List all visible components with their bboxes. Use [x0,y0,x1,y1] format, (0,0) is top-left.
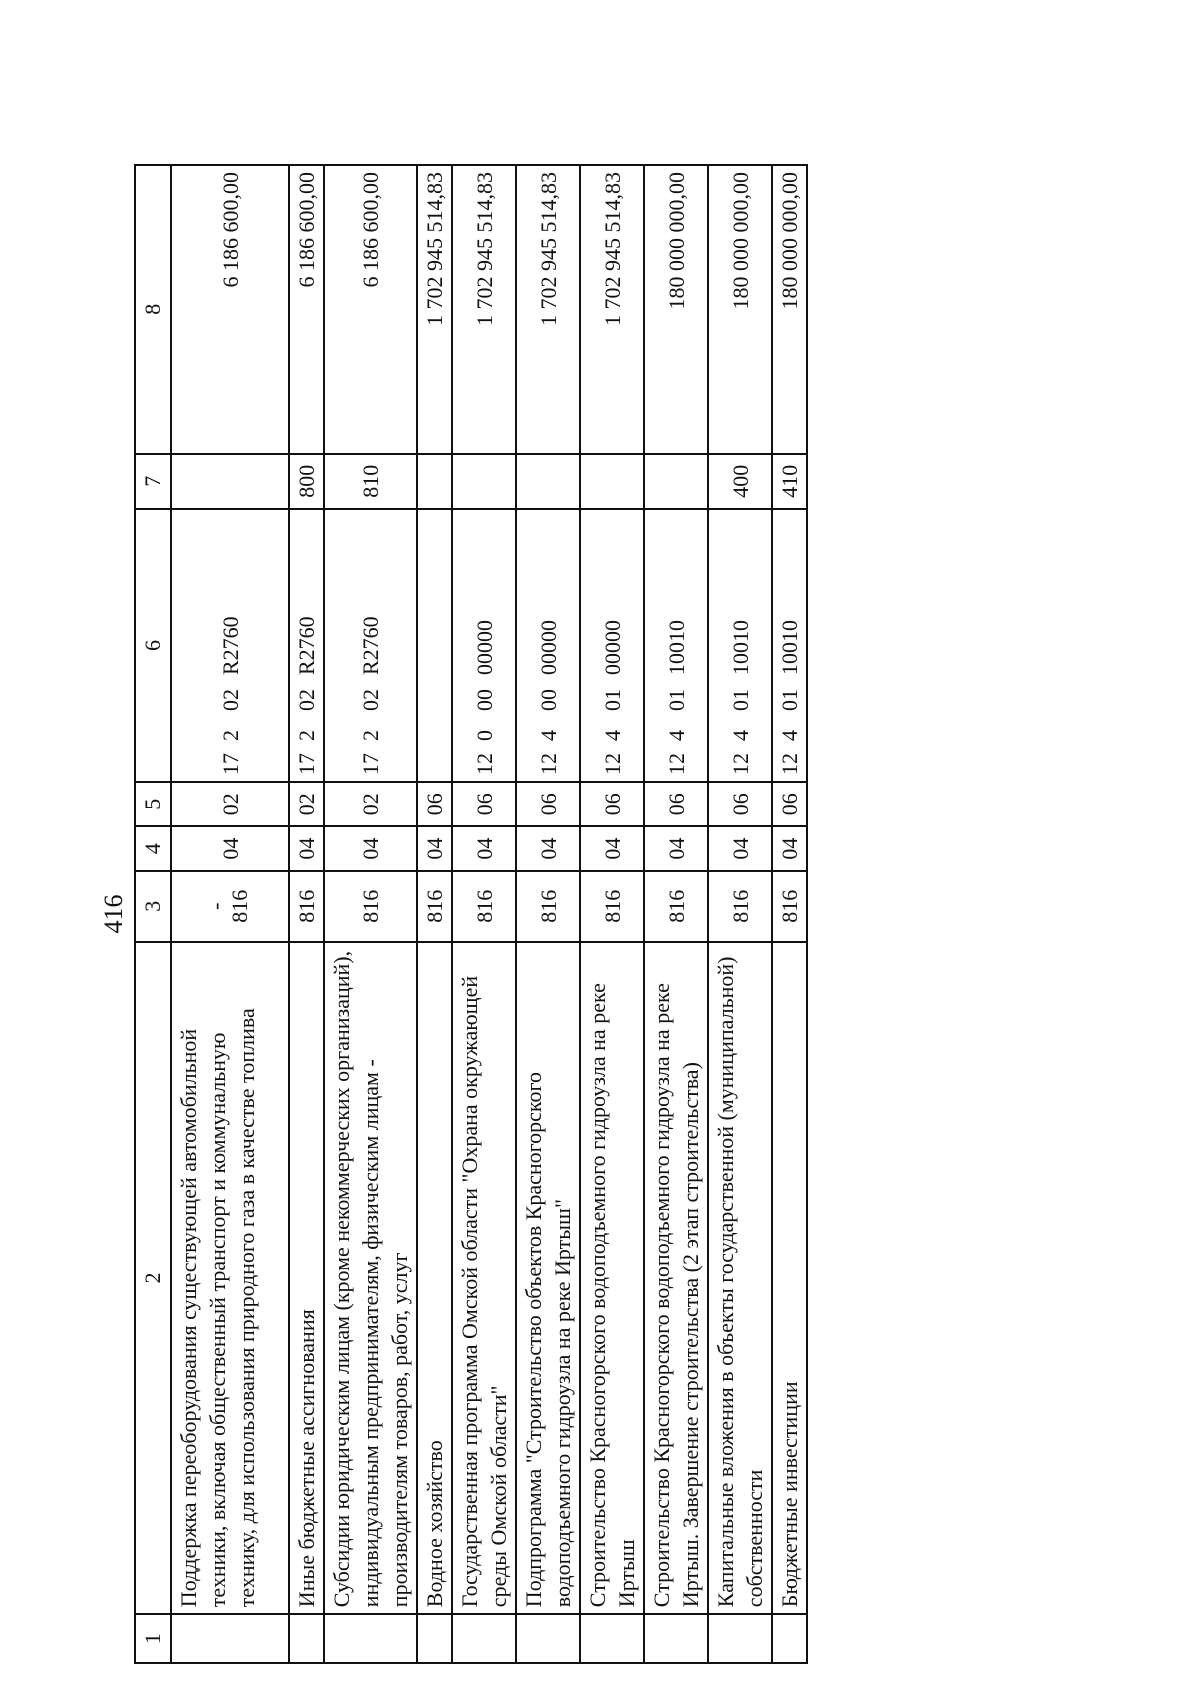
amount-cell: 6 186 600,00 [324,165,417,454]
direction-code: R2760 [217,616,243,675]
program-code: 12 [535,753,561,775]
subsection-code-cell: 02 [324,782,417,826]
row-name-cell: Капитальные вложения в объекты государственной (муниципальной) собственности [708,942,772,1614]
target-article-cell [708,509,772,782]
activity-code: 02 [294,689,319,711]
direction-code: 00000 [471,620,497,675]
ministry-code: 816 [422,889,447,923]
expense-kind-cell [171,454,289,509]
expense-kind-cell [644,454,708,509]
amount-cell: 1 702 945 514,83 [417,165,452,454]
row-name-cell: Подпрограмма "Строительство объектов Красногорского водоподъемного гидроузла на реке Иртыш" [516,942,580,1614]
target-article-cell [516,509,580,782]
ministry-code: 816 [599,889,625,923]
direction-code: 10010 [663,620,689,675]
direction-code: 00000 [535,620,561,675]
amount-cell: 1 702 945 514,83 [452,165,516,454]
amount-cell: 6 186 600,00 [289,165,324,454]
program-code: 12 [471,753,497,775]
ministry-code-cell [452,871,516,942]
program-code: 12 [777,753,802,775]
subprogram-code: 4 [599,730,625,741]
section-code-cell: 04 [516,826,580,870]
expense-kind-cell [580,454,644,509]
ministry-code: 816 [226,889,252,923]
section-code-cell: 04 [708,826,772,870]
target-article-cell [171,509,289,782]
table-row [772,165,807,1663]
subprogram-code: 2 [217,730,243,741]
row-number-cell [171,1614,289,1663]
direction-code: 10010 [777,620,802,675]
row-number-cell [289,1614,324,1663]
program-code: 12 [599,753,625,775]
target-article-cell [452,509,516,782]
table-row [289,165,324,1663]
activity-code: 00 [471,689,497,711]
row-name-cell: Поддержка переоборудования существующей автомобильной техники, включая общественный транспорт и коммунальную технику, для использования природного газа в качестве топлива [171,942,289,1614]
subsection-code-cell: 06 [516,782,580,826]
subprogram-code: 2 [358,730,383,741]
ministry-code-cell [171,871,289,942]
expense-kind-cell: 800 [289,454,324,509]
ministry-code-cell [644,871,708,942]
section-code-cell: 04 [417,826,452,870]
section-code-cell: 04 [171,826,289,870]
expense-kind-cell [417,454,452,509]
ministry-code-cell [289,871,324,942]
row-number-cell [516,1614,580,1663]
expense-kind-cell [452,454,516,509]
header-cell: 7 [135,454,171,509]
row-name-cell: Бюджетные инвестиции [772,942,807,1614]
row-number-cell [417,1614,452,1663]
table-body [171,165,807,1663]
ministry-code-cell [417,871,452,942]
header-cell: 4 [135,826,171,870]
subsection-code-cell: 06 [708,782,772,826]
activity-code: 01 [777,689,802,711]
ministry-code-cell [324,871,417,942]
stray-mark: - [202,902,228,910]
row-name-cell: Водное хозяйство [417,942,452,1614]
program-code: 12 [663,753,689,775]
row-name-cell: Строительство Красногорского водоподъемного гидроузла на реке Иртыш [580,942,644,1614]
row-number-cell [580,1614,644,1663]
table-row [644,165,708,1663]
activity-code: 01 [727,689,753,711]
expense-kind-cell: 400 [708,454,772,509]
row-name-cell: Иные бюджетные ассигнования [289,942,324,1614]
section-code-cell: 04 [644,826,708,870]
subprogram-code: 2 [294,730,319,741]
row-name-cell: Строительство Красногорского водоподъемного гидроузла на реке Иртыш. Завершение строительства (2 этап строительства) [644,942,708,1614]
subprogram-code: 4 [727,730,753,741]
ministry-code-cell [708,871,772,942]
expense-kind-cell: 410 [772,454,807,509]
table-header-row [135,165,171,1663]
direction-code: 00000 [599,620,625,675]
program-code: 17 [217,753,243,775]
target-article-cell [289,509,324,782]
header-cell: 8 [135,165,171,454]
section-code-cell: 04 [289,826,324,870]
subprogram-code: 4 [663,730,689,741]
subsection-code-cell: 06 [452,782,516,826]
table-row [580,165,644,1663]
subprogram-code: 4 [535,730,561,741]
ministry-code: 816 [471,889,497,923]
budget-table [134,164,808,1664]
amount-cell: 1 702 945 514,83 [580,165,644,454]
header-cell: 5 [135,782,171,826]
subsection-code-cell: 06 [580,782,644,826]
program-code: 17 [294,753,319,775]
ministry-code: 816 [535,889,561,923]
table-row [452,165,516,1663]
subsection-code-cell: 06 [644,782,708,826]
amount-cell: 180 000 000,00 [644,165,708,454]
subsection-code-cell: 06 [772,782,807,826]
row-number-cell [644,1614,708,1663]
expense-kind-cell: 810 [324,454,417,509]
row-number-cell [772,1614,807,1663]
row-number-cell [452,1614,516,1663]
direction-code: R2760 [358,616,383,675]
activity-code: 00 [535,689,561,711]
ministry-code-cell [580,871,644,942]
amount-cell: 1 702 945 514,83 [516,165,580,454]
activity-code: 02 [217,689,243,711]
table-row [171,165,289,1663]
target-article-cell [580,509,644,782]
amount-cell: 180 000 000,00 [708,165,772,454]
expense-kind-cell [516,454,580,509]
direction-code: R2760 [294,616,319,675]
subsection-code-cell: 02 [171,782,289,826]
page-number: 416 [99,894,128,934]
amount-cell: 6 186 600,00 [171,165,289,454]
direction-code: 10010 [727,620,753,675]
subsection-code-cell: 02 [289,782,324,826]
ministry-code-cell [516,871,580,942]
subsection-code-cell: 06 [417,782,452,826]
document-page [94,164,1004,1664]
section-code-cell: 04 [580,826,644,870]
row-name-cell: Государственная программа Омской области "Охрана окружающей среды Омской области" [452,942,516,1614]
row-number-cell [324,1614,417,1663]
section-code-cell: 04 [452,826,516,870]
section-code-cell: 04 [772,826,807,870]
subprogram-code: 0 [471,730,497,741]
header-cell: 6 [135,509,171,782]
target-article-cell [772,509,807,782]
ministry-code: 816 [294,889,319,923]
ministry-code: 816 [358,889,383,923]
activity-code: 02 [358,689,383,711]
target-article-cell [417,509,452,782]
header-cell: 2 [135,942,171,1614]
ministry-code: 816 [777,889,802,923]
table-row [516,165,580,1663]
activity-code: 01 [663,689,689,711]
header-cell: 1 [135,1614,171,1663]
section-code-cell: 04 [324,826,417,870]
program-code: 12 [727,753,753,775]
program-code: 17 [358,753,383,775]
activity-code: 01 [599,689,625,711]
table-row [324,165,417,1663]
subprogram-code: 4 [777,730,802,741]
amount-cell: 180 000 000,00 [772,165,807,454]
table-row [708,165,772,1663]
target-article-cell [644,509,708,782]
row-number-cell [708,1614,772,1663]
ministry-code-cell [772,871,807,942]
row-name-cell: Субсидии юридическим лицам (кроме некоммерческих организаций), индивидуальным предпринимателям, физическим лицам - производителям товаров, работ, услуг [324,942,417,1614]
target-article-cell [324,509,417,782]
ministry-code: 816 [727,889,753,923]
table-row [417,165,452,1663]
header-cell: 3 [135,871,171,942]
ministry-code: 816 [663,889,689,923]
